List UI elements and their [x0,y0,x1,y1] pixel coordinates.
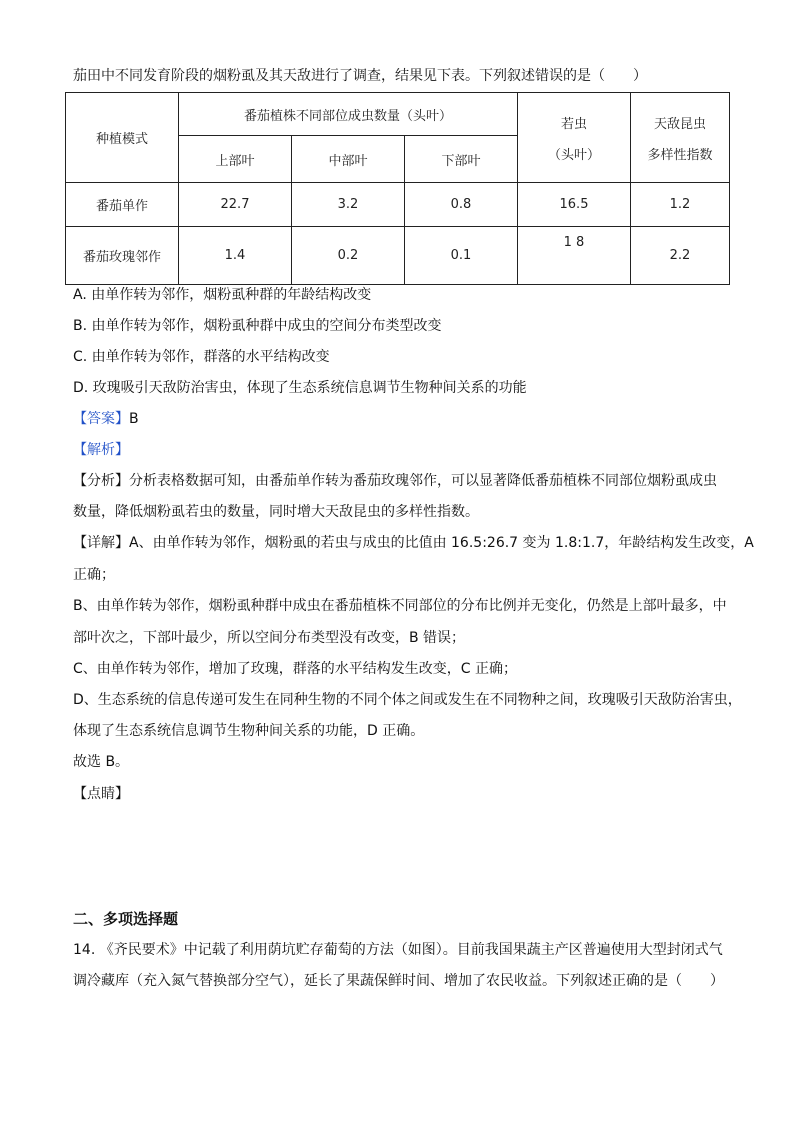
cell-middle: 0.2 [292,227,405,285]
option-d: D. 玫瑰吸引天敌防治害虫，体现了生态系统信息调节生物种间关系的功能 [73,380,527,396]
cell-upper: 22.7 [179,183,292,227]
analysis-tag: 【解析】 [73,442,129,458]
answer-line [73,409,139,429]
answer-tag: 【答案】 [73,411,129,427]
analysis-line: 数量，降低烟粉虱若虫的数量，同时增大天敌昆虫的多样性指数。 [73,504,479,520]
option-b: B. 由单作转为邻作，烟粉虱种群中成虫的空间分布类型改变 [73,318,442,334]
question-14-line: 调冷藏库（充入氮气替换部分空气），延长了果蔬保鲜时间、增加了农民收益。下列叙述正确的是（ ） [73,973,724,989]
detail-line: D、生态系统的信息传递可发生在同种生物的不同个体之间或发生在不同物种之间，玫瑰吸引天敌防治害虫， [73,692,742,708]
question-14-line: 14. 《齐民要术》中记载了利用荫坑贮存葡萄的方法（如图）。目前我国果蔬主产区普遍使用大型封闭式气 [73,942,723,958]
header-adult-count: 番茄植株不同部位成虫数量（头叶） [179,93,518,136]
detail-line: 部叶次之，下部叶最少，所以空间分布类型没有改变，B 错误； [73,630,466,646]
option-a: A. 由单作转为邻作，烟粉虱种群的年龄结构改变 [73,287,372,303]
detail-line: 故选 B。 [73,754,130,770]
header-lower-leaf: 下部叶 [405,136,518,183]
section-title: 二、多项选择题 [73,910,179,928]
header-upper-leaf: 上部叶 [179,136,292,183]
cell-lower: 0.8 [405,183,518,227]
cell-mode: 番茄玫瑰邻作 [66,227,179,285]
cell-upper: 1.4 [179,227,292,285]
detail-line: 【详解】A、由单作转为邻作，烟粉虱的若虫与成虫的比值由 16.5:26.7 变为 1.8:1.7，年龄结构发生改变，A [73,535,754,551]
cell-mode: 番茄单作 [66,183,179,227]
question-intro: 茄田中不同发育阶段的烟粉虱及其天敌进行了调查，结果见下表。下列叙述错误的是（ ） [73,68,647,84]
header-middle-leaf: 中部叶 [292,136,405,183]
header-planting-mode: 种植模式 [66,93,179,183]
answer-value: B [129,411,139,427]
cell-nymph: 1 8 [518,227,631,285]
header-nymph: 若虫 （头叶） [518,93,631,183]
header-diversity-index: 天敌昆虫 多样性指数 [631,93,730,183]
detail-line: 正确； [73,567,115,583]
comment-tag: 【点睛】 [73,786,129,802]
analysis-line: 【分析】分析表格数据可知，由番茄单作转为番茄玫瑰邻作，可以显著降低番茄植株不同部位烟粉虱成虫 [73,473,717,489]
table-row [66,183,730,227]
detail-line: B、由单作转为邻作，烟粉虱种群中成虫在番茄植株不同部位的分布比例并无变化，仍然是上部叶最多，中 [73,598,727,614]
cell-index: 1.2 [631,183,730,227]
cell-lower: 0.1 [405,227,518,285]
detail-line: 体现了生态系统信息调节生物种间关系的功能，D 正确。 [73,723,425,739]
cell-nymph: 16.5 [518,183,631,227]
option-c: C. 由单作转为邻作，群落的水平结构改变 [73,349,330,365]
table-row [66,227,730,285]
cell-index: 2.2 [631,227,730,285]
detail-line: C、由单作转为邻作，增加了玫瑰，群落的水平结构发生改变，C 正确； [73,661,517,677]
cell-middle: 3.2 [292,183,405,227]
data-table [65,92,730,285]
